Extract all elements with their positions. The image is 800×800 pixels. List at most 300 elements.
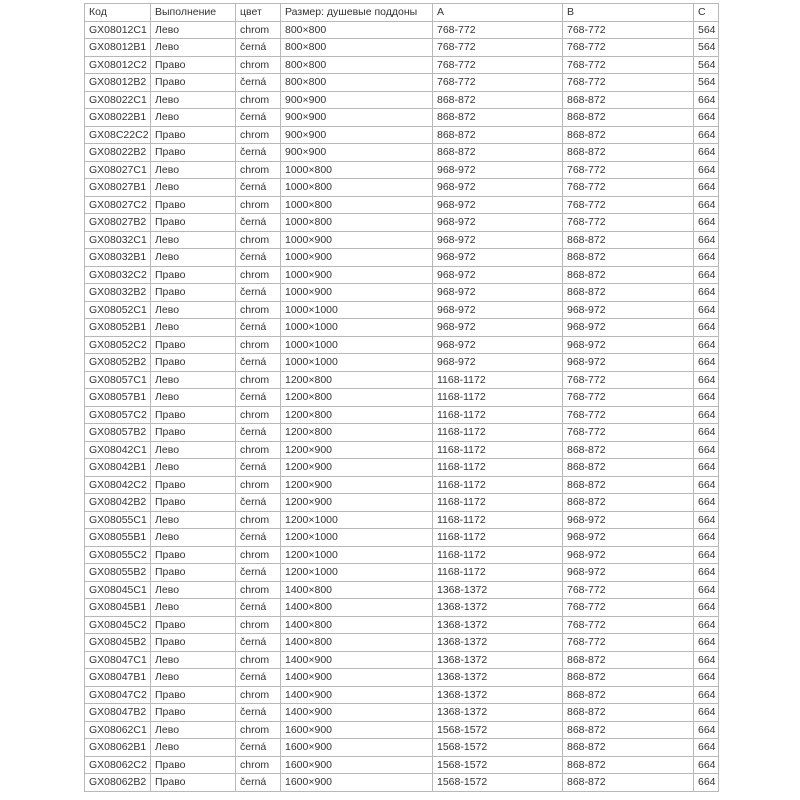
cell-code: GX08057B1: [85, 389, 151, 407]
cell-code: GX08042B1: [85, 459, 151, 477]
cell-c: 664: [694, 704, 719, 722]
cell-c: 664: [694, 686, 719, 704]
cell-c: 664: [694, 511, 719, 529]
cell-color: černá: [236, 354, 281, 372]
cell-color: chrom: [236, 126, 281, 144]
cell-b: 768-772: [563, 616, 694, 634]
cell-c: 664: [694, 424, 719, 442]
cell-c: 664: [694, 774, 719, 792]
cell-c: 664: [694, 634, 719, 652]
cell-color: chrom: [236, 231, 281, 249]
cell-color: černá: [236, 739, 281, 757]
cell-code: GX08047C2: [85, 686, 151, 704]
cell-size: 1200×1000: [281, 529, 433, 547]
cell-execution: Лево: [151, 301, 236, 319]
cell-c: 564: [694, 56, 719, 74]
table-row: [85, 74, 719, 92]
cell-b: 868-872: [563, 231, 694, 249]
cell-b: 868-872: [563, 774, 694, 792]
cell-color: chrom: [236, 756, 281, 774]
cell-execution: Лево: [151, 39, 236, 57]
cell-size: 1000×1000: [281, 301, 433, 319]
cell-size: 900×900: [281, 126, 433, 144]
cell-b: 868-872: [563, 459, 694, 477]
cell-size: 1000×800: [281, 214, 433, 232]
cell-size: 800×800: [281, 56, 433, 74]
cell-c: 664: [694, 406, 719, 424]
cell-code: GX08052C2: [85, 336, 151, 354]
table-row: [85, 336, 719, 354]
cell-size: 1000×900: [281, 231, 433, 249]
table-row: [85, 196, 719, 214]
cell-code: GX08012B2: [85, 74, 151, 92]
cell-code: GX08027C2: [85, 196, 151, 214]
cell-size: 1400×900: [281, 651, 433, 669]
cell-code: GX08042B2: [85, 494, 151, 512]
cell-size: 1200×900: [281, 476, 433, 494]
cell-b: 868-872: [563, 494, 694, 512]
cell-b: 868-872: [563, 144, 694, 162]
cell-color: chrom: [236, 21, 281, 39]
table-row: [85, 126, 719, 144]
cell-color: chrom: [236, 196, 281, 214]
cell-c: 664: [694, 564, 719, 582]
cell-size: 1200×800: [281, 424, 433, 442]
cell-c: 664: [694, 301, 719, 319]
cell-size: 1000×800: [281, 196, 433, 214]
cell-a: 868-872: [433, 144, 563, 162]
cell-size: 1000×1000: [281, 336, 433, 354]
table-row: [85, 686, 719, 704]
table-row: [85, 634, 719, 652]
cell-b: 968-972: [563, 319, 694, 337]
table-row: [85, 231, 719, 249]
cell-size: 1400×800: [281, 599, 433, 617]
cell-b: 868-872: [563, 91, 694, 109]
cell-code: GX08027B2: [85, 214, 151, 232]
cell-color: černá: [236, 774, 281, 792]
cell-size: 1200×800: [281, 406, 433, 424]
table-row: [85, 389, 719, 407]
cell-color: černá: [236, 144, 281, 162]
cell-b: 868-872: [563, 109, 694, 127]
shower-door-spec-table-wrapper: [84, 3, 718, 792]
cell-color: chrom: [236, 56, 281, 74]
cell-c: 664: [694, 109, 719, 127]
cell-color: černá: [236, 39, 281, 57]
cell-size: 1600×900: [281, 739, 433, 757]
header-a: A: [433, 4, 563, 22]
cell-a: 968-972: [433, 301, 563, 319]
cell-size: 1200×900: [281, 494, 433, 512]
table-row: [85, 441, 719, 459]
cell-execution: Лево: [151, 739, 236, 757]
cell-b: 868-872: [563, 669, 694, 687]
cell-c: 664: [694, 371, 719, 389]
cell-execution: Право: [151, 126, 236, 144]
cell-code: GX08045B2: [85, 634, 151, 652]
cell-execution: Лево: [151, 651, 236, 669]
cell-a: 1368-1372: [433, 651, 563, 669]
cell-b: 768-772: [563, 21, 694, 39]
cell-b: 968-972: [563, 336, 694, 354]
cell-a: 1368-1372: [433, 616, 563, 634]
cell-b: 868-872: [563, 651, 694, 669]
cell-size: 900×900: [281, 144, 433, 162]
cell-c: 664: [694, 616, 719, 634]
cell-a: 968-972: [433, 266, 563, 284]
cell-b: 868-872: [563, 721, 694, 739]
cell-code: GX08052B2: [85, 354, 151, 372]
cell-a: 768-772: [433, 39, 563, 57]
cell-execution: Лево: [151, 721, 236, 739]
cell-code: GX08057C2: [85, 406, 151, 424]
cell-a: 868-872: [433, 126, 563, 144]
cell-a: 1168-1172: [433, 406, 563, 424]
shower-door-spec-table: [84, 3, 719, 792]
cell-execution: Право: [151, 144, 236, 162]
header-execution: Выполнение: [151, 4, 236, 22]
cell-size: 800×800: [281, 74, 433, 92]
cell-color: chrom: [236, 476, 281, 494]
cell-color: chrom: [236, 651, 281, 669]
cell-color: černá: [236, 179, 281, 197]
cell-execution: Лево: [151, 599, 236, 617]
cell-code: GX08047B2: [85, 704, 151, 722]
cell-a: 1568-1572: [433, 739, 563, 757]
cell-code: GX08022C1: [85, 91, 151, 109]
cell-c: 664: [694, 529, 719, 547]
cell-color: chrom: [236, 371, 281, 389]
cell-execution: Право: [151, 284, 236, 302]
cell-execution: Право: [151, 424, 236, 442]
cell-color: chrom: [236, 511, 281, 529]
header-size: Размер: душевые поддоны: [281, 4, 433, 22]
cell-color: černá: [236, 599, 281, 617]
cell-code: GX08045C1: [85, 581, 151, 599]
cell-a: 968-972: [433, 231, 563, 249]
cell-b: 768-772: [563, 39, 694, 57]
cell-execution: Право: [151, 406, 236, 424]
cell-size: 1600×900: [281, 721, 433, 739]
cell-a: 768-772: [433, 74, 563, 92]
cell-c: 664: [694, 266, 719, 284]
cell-code: GX08052C1: [85, 301, 151, 319]
cell-execution: Право: [151, 704, 236, 722]
table-row: [85, 301, 719, 319]
cell-code: GX08055C1: [85, 511, 151, 529]
cell-code: GX08027C1: [85, 161, 151, 179]
cell-a: 1368-1372: [433, 704, 563, 722]
cell-execution: Лево: [151, 389, 236, 407]
cell-size: 1000×900: [281, 284, 433, 302]
table-row: [85, 459, 719, 477]
cell-color: chrom: [236, 406, 281, 424]
cell-code: GX08012C2: [85, 56, 151, 74]
cell-code: GX08042C1: [85, 441, 151, 459]
cell-code: GX08057B2: [85, 424, 151, 442]
cell-code: GX08032B2: [85, 284, 151, 302]
cell-a: 968-972: [433, 214, 563, 232]
table-row: [85, 91, 719, 109]
table-row: [85, 371, 719, 389]
cell-c: 564: [694, 74, 719, 92]
cell-color: černá: [236, 389, 281, 407]
table-row: [85, 564, 719, 582]
cell-c: 664: [694, 214, 719, 232]
cell-a: 868-872: [433, 91, 563, 109]
cell-c: 664: [694, 546, 719, 564]
cell-a: 1168-1172: [433, 511, 563, 529]
cell-execution: Право: [151, 266, 236, 284]
table-row: [85, 529, 719, 547]
cell-size: 1000×1000: [281, 319, 433, 337]
cell-a: 1168-1172: [433, 459, 563, 477]
cell-a: 1168-1172: [433, 441, 563, 459]
cell-a: 968-972: [433, 319, 563, 337]
cell-b: 868-872: [563, 249, 694, 267]
cell-code: GX08C22C2: [85, 126, 151, 144]
cell-b: 868-872: [563, 266, 694, 284]
cell-b: 868-872: [563, 476, 694, 494]
table-row: [85, 354, 719, 372]
cell-a: 1168-1172: [433, 424, 563, 442]
table-row: [85, 721, 719, 739]
cell-c: 664: [694, 126, 719, 144]
cell-code: GX08045C2: [85, 616, 151, 634]
cell-b: 968-972: [563, 546, 694, 564]
cell-c: 664: [694, 459, 719, 477]
cell-code: GX08052B1: [85, 319, 151, 337]
cell-size: 1200×800: [281, 389, 433, 407]
cell-b: 868-872: [563, 756, 694, 774]
table-row: [85, 616, 719, 634]
cell-code: GX08055B1: [85, 529, 151, 547]
cell-size: 1200×1000: [281, 564, 433, 582]
cell-execution: Лево: [151, 231, 236, 249]
cell-execution: Лево: [151, 511, 236, 529]
cell-a: 968-972: [433, 161, 563, 179]
cell-size: 1200×1000: [281, 511, 433, 529]
cell-b: 968-972: [563, 529, 694, 547]
cell-code: GX08062C1: [85, 721, 151, 739]
cell-code: GX08045B1: [85, 599, 151, 617]
cell-color: chrom: [236, 581, 281, 599]
cell-color: chrom: [236, 266, 281, 284]
cell-color: chrom: [236, 546, 281, 564]
table-row: [85, 56, 719, 74]
cell-execution: Право: [151, 336, 236, 354]
table-row: [85, 214, 719, 232]
cell-code: GX08062B1: [85, 739, 151, 757]
cell-c: 664: [694, 756, 719, 774]
cell-execution: Лево: [151, 459, 236, 477]
cell-c: 664: [694, 231, 719, 249]
cell-b: 768-772: [563, 389, 694, 407]
cell-b: 768-772: [563, 424, 694, 442]
cell-a: 1368-1372: [433, 686, 563, 704]
cell-size: 1400×800: [281, 634, 433, 652]
cell-code: GX08055C2: [85, 546, 151, 564]
cell-execution: Право: [151, 564, 236, 582]
table-row: [85, 39, 719, 57]
cell-code: GX08062C2: [85, 756, 151, 774]
cell-color: černá: [236, 109, 281, 127]
table-row: [85, 704, 719, 722]
cell-code: GX08047C1: [85, 651, 151, 669]
cell-size: 1200×900: [281, 441, 433, 459]
cell-color: chrom: [236, 161, 281, 179]
cell-size: 800×800: [281, 21, 433, 39]
cell-c: 664: [694, 161, 719, 179]
cell-execution: Право: [151, 546, 236, 564]
cell-b: 768-772: [563, 406, 694, 424]
cell-a: 1168-1172: [433, 389, 563, 407]
cell-execution: Лево: [151, 91, 236, 109]
cell-a: 1168-1172: [433, 494, 563, 512]
cell-size: 1000×900: [281, 266, 433, 284]
cell-execution: Лево: [151, 581, 236, 599]
cell-color: černá: [236, 319, 281, 337]
cell-size: 1000×800: [281, 161, 433, 179]
cell-size: 1400×800: [281, 616, 433, 634]
cell-a: 1168-1172: [433, 371, 563, 389]
table-row: [85, 581, 719, 599]
cell-b: 868-872: [563, 686, 694, 704]
table-row: [85, 756, 719, 774]
cell-b: 768-772: [563, 371, 694, 389]
table-row: [85, 511, 719, 529]
cell-execution: Лево: [151, 249, 236, 267]
cell-execution: Право: [151, 214, 236, 232]
table-row: [85, 284, 719, 302]
cell-c: 664: [694, 669, 719, 687]
cell-execution: Лево: [151, 669, 236, 687]
cell-size: 1000×900: [281, 249, 433, 267]
cell-code: GX08055B2: [85, 564, 151, 582]
cell-a: 768-772: [433, 56, 563, 74]
cell-code: GX08057C1: [85, 371, 151, 389]
cell-a: 1568-1572: [433, 774, 563, 792]
cell-code: GX08047B1: [85, 669, 151, 687]
cell-size: 900×900: [281, 109, 433, 127]
table-row: [85, 109, 719, 127]
cell-execution: Лево: [151, 441, 236, 459]
cell-size: 900×900: [281, 91, 433, 109]
cell-a: 968-972: [433, 196, 563, 214]
table-row: [85, 494, 719, 512]
cell-a: 968-972: [433, 179, 563, 197]
cell-a: 968-972: [433, 336, 563, 354]
cell-b: 768-772: [563, 599, 694, 617]
cell-b: 968-972: [563, 511, 694, 529]
cell-color: černá: [236, 74, 281, 92]
cell-execution: Лево: [151, 161, 236, 179]
table-row: [85, 319, 719, 337]
cell-color: chrom: [236, 336, 281, 354]
cell-b: 768-772: [563, 74, 694, 92]
table-header: [85, 4, 719, 22]
cell-execution: Право: [151, 634, 236, 652]
cell-c: 664: [694, 284, 719, 302]
cell-color: chrom: [236, 301, 281, 319]
cell-color: chrom: [236, 441, 281, 459]
cell-c: 564: [694, 21, 719, 39]
cell-color: chrom: [236, 686, 281, 704]
table-row: [85, 599, 719, 617]
cell-execution: Право: [151, 56, 236, 74]
cell-a: 1168-1172: [433, 529, 563, 547]
cell-size: 1000×1000: [281, 354, 433, 372]
cell-b: 868-872: [563, 441, 694, 459]
header-b: B: [563, 4, 694, 22]
cell-execution: Право: [151, 74, 236, 92]
cell-execution: Лево: [151, 529, 236, 547]
cell-b: 868-872: [563, 284, 694, 302]
cell-b: 768-772: [563, 161, 694, 179]
cell-c: 664: [694, 249, 719, 267]
cell-size: 800×800: [281, 39, 433, 57]
cell-color: černá: [236, 564, 281, 582]
table-row: [85, 249, 719, 267]
cell-execution: Право: [151, 616, 236, 634]
cell-c: 664: [694, 319, 719, 337]
cell-execution: Право: [151, 774, 236, 792]
table-row: [85, 161, 719, 179]
cell-b: 768-772: [563, 179, 694, 197]
cell-a: 1368-1372: [433, 669, 563, 687]
cell-b: 768-772: [563, 196, 694, 214]
cell-a: 1168-1172: [433, 546, 563, 564]
cell-c: 664: [694, 144, 719, 162]
table-row: [85, 21, 719, 39]
table-row: [85, 144, 719, 162]
cell-b: 768-772: [563, 56, 694, 74]
cell-color: chrom: [236, 616, 281, 634]
cell-color: černá: [236, 249, 281, 267]
cell-a: 1568-1572: [433, 756, 563, 774]
cell-execution: Лево: [151, 371, 236, 389]
cell-a: 1568-1572: [433, 721, 563, 739]
cell-code: GX08012B1: [85, 39, 151, 57]
table-row: [85, 406, 719, 424]
cell-color: černá: [236, 529, 281, 547]
cell-b: 868-872: [563, 126, 694, 144]
cell-code: GX08032B1: [85, 249, 151, 267]
table-body: [85, 21, 719, 791]
cell-execution: Право: [151, 196, 236, 214]
cell-execution: Лево: [151, 21, 236, 39]
cell-size: 1200×900: [281, 459, 433, 477]
cell-color: černá: [236, 494, 281, 512]
cell-c: 664: [694, 494, 719, 512]
cell-execution: Лево: [151, 179, 236, 197]
cell-c: 664: [694, 721, 719, 739]
cell-size: 1400×900: [281, 669, 433, 687]
cell-c: 664: [694, 739, 719, 757]
cell-c: 664: [694, 336, 719, 354]
cell-a: 1168-1172: [433, 564, 563, 582]
cell-execution: Лево: [151, 319, 236, 337]
cell-execution: Право: [151, 686, 236, 704]
cell-size: 1200×1000: [281, 546, 433, 564]
cell-a: 768-772: [433, 21, 563, 39]
cell-color: černá: [236, 459, 281, 477]
table-row: [85, 179, 719, 197]
cell-code: GX08032C1: [85, 231, 151, 249]
cell-execution: Право: [151, 756, 236, 774]
table-row: [85, 651, 719, 669]
